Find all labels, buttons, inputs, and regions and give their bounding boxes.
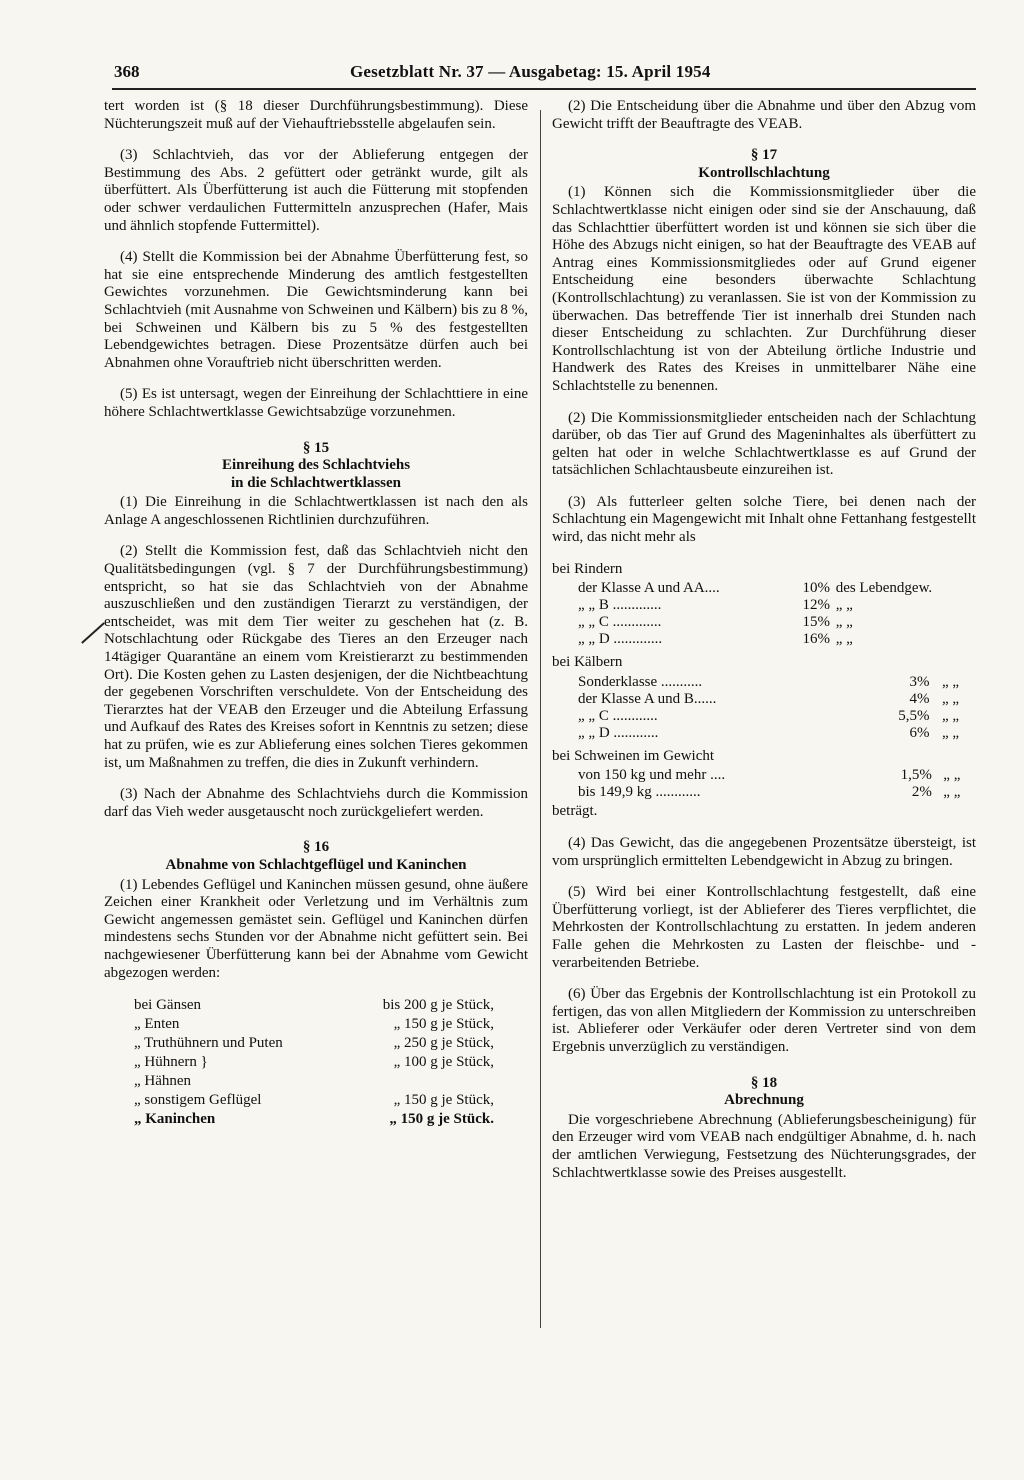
page-number: 368 <box>114 62 140 81</box>
table-group-label: bei Kälbern <box>552 654 623 671</box>
section-number: § 16 <box>302 839 330 856</box>
table-cell: Sonderklasse ........... <box>578 673 703 690</box>
table-cell: „ „ C ............. <box>578 614 662 631</box>
section-number: § 15 <box>302 439 330 456</box>
table-cell: % <box>817 614 831 631</box>
table-cell: bei Gänsen <box>134 997 202 1014</box>
paragraph: (4) Das Gewicht, das die angegebenen Prozentsätze übersteigt, ist vom ursprünglich ermittelten Lebendgewicht in Abzug zu bringen. <box>552 835 976 869</box>
paragraph: Die vorgeschriebene Abrechnung (Ablieferungsbescheinigung) für den Erzeuger wird vom VEAB nach endgültiger Abnahme, d. h. nach der amtlichen Verwiegung, Festsetzung des Nüchterungsgrades, der Schlachtwertklasse sowie des Preises ausgestellt. <box>552 1111 976 1181</box>
table-row <box>552 614 976 631</box>
table-cell: „ „ <box>835 597 853 614</box>
table-row <box>552 580 976 597</box>
table-cell <box>340 1072 494 1091</box>
table-cell: % <box>917 673 930 690</box>
table-cell: % <box>917 724 930 741</box>
table-cell: „ „ <box>835 631 853 648</box>
handwritten-mark <box>81 622 105 644</box>
table-cell: % <box>817 580 831 597</box>
section-title: Abnahme von Schlachtgeflügel und Kaninchen <box>165 856 467 873</box>
table-cell: „ „ <box>941 673 960 690</box>
table-cell: „ „ <box>835 614 853 631</box>
paragraph: beträgt. <box>552 803 598 820</box>
paragraph: (1) Können sich die Kommissionsmitglieder über die Schlachtwertklasse nicht einigen oder sind sie der Anschauung, daß das Schlachttier überfüttert worden ist und können sie sich über die Höhe des Abzugs nicht einigen, so hat der Beauftragte des VEAB auf Antrag eines Kommissionsmitgliedes oder auf Grund eigener Entscheidung eine besonders überwachte Schlachtung (Kontrollschlachtung) zu veranlassen. Sie ist von der Kommission zu überwachen. Das betreffende Tier ist innerhalb drei Stunden nach dieser Entscheidung zu schlachten. Zur Durchführung dieser Kontrollschlachtung ist von der Abteilung örtliche Industrie und Handwerk des Rates des Kreises in unmittelbarer Nähe eine Schlachtstelle zu benennen. <box>552 184 976 394</box>
table-row <box>552 784 976 801</box>
paragraph: (4) Stellt die Kommission bei der Abnahme Überfütterung fest, so hat sie eine entsprechende Minderung des amtlich festgestellten Gewichtes vorzunehmen. Die Gewichtsminderung kann bei Schlachtvieh (mit Ausnahme von Schweinen und Kälbern) bis zu 8 %, bei Schweinen und Kälbern bis zu 5 % des festgestellten Lebendgewichtes betragen. Diese Prozentsätze dürfen auch bei Abnahmen ohne Vorauftrieb nicht überschritten werden. <box>104 249 528 371</box>
paragraph: tert worden ist (§ 18 dieser Durchführungsbestimmung). Diese Nüchterungszeit muß auf der Viehauftriebsstelle abgelaufen sein. <box>104 98 528 132</box>
table-cell: „ Hühnern } <box>134 1054 208 1071</box>
table-row <box>552 725 976 742</box>
table-row <box>134 1015 494 1034</box>
paragraph: (6) Über das Ergebnis der Kontrollschlachtung ist ein Protokoll zu fertigen, das von allen Mitgliedern der Kommission zu unterschreiben ist. Ablieferer oder Verkäufer oder deren Vertreter sind von dem Ergebnis unverzüglich zu verständigen. <box>552 986 976 1055</box>
paragraph: (5) Es ist untersagt, wegen der Einreihung der Schlachttiere in eine höhere Schlachtwertklasse Gewichtsabzüge vorzunehmen. <box>104 386 528 420</box>
left-column <box>104 98 528 1129</box>
table-cell: von 150 kg und mehr .... <box>578 767 726 784</box>
table-cell: 1,5 <box>900 767 920 784</box>
table-cell: % <box>917 690 930 707</box>
table-cell: „ „ C ............ <box>578 707 658 724</box>
table-cell: „ 150 g je Stück, <box>393 1092 494 1109</box>
section-title: Kontrollschlachtung <box>698 164 830 181</box>
poultry-deduction-table <box>134 996 494 1129</box>
table-cell: „ „ <box>941 707 960 724</box>
table-cell: „ „ <box>943 767 961 784</box>
table-cell: 12 <box>802 597 818 614</box>
paragraph: (3) Schlachtvieh, das vor der Ablieferung entgegen der Bestimmung des Abs. 2 gefüttert oder getränkt wurde, gilt als überfüttert. Als Überfütterung ist auch die Fütterung mit stopfenden oder schwer verdaulichen Futtermitteln anzusprechen (Hafer, Mais und ähnlich stopfende Futtermittel). <box>104 147 528 234</box>
page-title: Gesetzblatt Nr. 37 — Ausgabetag: 15. April 1954 <box>350 62 711 81</box>
table-cell: „ 250 g je Stück, <box>393 1035 494 1052</box>
table-row <box>552 767 976 784</box>
table-cell: % <box>817 631 831 648</box>
table-cell: 15 <box>802 614 818 631</box>
table-cell: „ Enten <box>134 1016 180 1033</box>
table-cell: der Klasse A und AA.... <box>578 580 720 597</box>
table-row <box>552 631 976 648</box>
section-title: in die Schlachtwertklassen <box>230 474 401 491</box>
table-cell: 3 <box>909 673 918 690</box>
paragraph: (2) Die Kommissionsmitglieder entscheiden nach der Schlachtung darüber, ob das Tier auf Grund des Mageninhaltes als überfüttert zu gelten hat oder in welche Schlachtwertklasse es auf Grund der tatsächlichen Schlachtausbeute einzureihen ist. <box>552 409 976 479</box>
table-cell: „ Truthühnern und Puten <box>134 1035 283 1052</box>
table-cell: „ „ B ............. <box>578 597 662 614</box>
table-row <box>552 691 976 708</box>
table-cell: % <box>817 597 831 614</box>
pigs-table <box>552 767 976 801</box>
paragraph: (3) Nach der Abnahme des Schlachtviehs durch die Kommission darf das Vieh weder ausgetauscht noch zurückgeliefert werden. <box>104 786 528 820</box>
paragraph: (2) Die Entscheidung über die Abnahme und über den Abzug vom Gewicht trifft der Beauftragte des VEAB. <box>552 98 976 132</box>
paragraph: (3) Als futterleer gelten solche Tiere, bei denen nach der Schlachtung ein Magengewicht mit Inhalt ohne Fettanhang festgestellt wird, das nicht mehr als <box>552 493 976 546</box>
calves-table <box>552 674 976 742</box>
table-cell: „ Kaninchen <box>134 1111 216 1128</box>
table-group-label: bei Rindern <box>552 560 623 577</box>
table-cell: „ „ <box>941 724 960 741</box>
table-row <box>552 597 976 614</box>
section-number: § 17 <box>750 147 778 164</box>
table-row <box>134 1072 494 1091</box>
section-title: Abrechnung <box>724 1092 804 1109</box>
table-cell: 10 <box>802 580 818 597</box>
table-group-label: bei Schweinen im Gewicht <box>552 747 715 764</box>
table-cell: „ sonstigem Geflügel <box>134 1092 262 1109</box>
section-number: § 18 <box>750 1074 778 1091</box>
table-cell: „ 150 g je Stück. <box>389 1111 494 1128</box>
table-cell: 4 <box>909 690 918 707</box>
table-cell: der Klasse A und B...... <box>578 690 717 707</box>
table-cell: % <box>919 767 932 784</box>
table-row <box>552 708 976 725</box>
table-row <box>552 674 976 691</box>
paragraph: (2) Stellt die Kommission fest, daß das Schlachtvieh nicht den Qualitätsbedingungen (vgl. § 7 der Durchführungsbestimmung) entspricht, so hat sie das Schlachtvieh von der Abnahme auszuschließen und den zuständigen Tierarzt zu verständigen, der entscheidet, was mit dem Tier weiter zu geschehen hat (z. B. Notschlachtung oder Rückgabe des Tieres an den Erzeuger nach 14tägiger Quarantäne an einem vom Kreistierarzt zu bestimmenden Ort). Die Kosten gehen zu Lasten desjenigen, der die Nichtbeachtung der gegebenen Vorschriften verschuldete. Von der Entscheidung des Tierarztes hat der VEAB den Erzeuger und die Abteilung Erfassung und Aufkauf des Rates des Kreises sofort in Kenntnis zu setzen; diese hat zu prüfen, wie es zur Ablieferung eines solchen Tieres gekommen ist, um Maßnahmen zu treffen, die dies in Zukunft verhindern. <box>104 543 528 771</box>
table-cell: „ Hähnen <box>134 1073 192 1090</box>
section-title: Einreihung des Schlachtviehs <box>221 457 411 474</box>
right-column <box>552 98 976 1196</box>
table-row <box>134 996 494 1015</box>
table-cell: „ „ <box>941 690 960 707</box>
table-cell: „ 100 g je Stück, <box>393 1054 494 1071</box>
table-cell: bis 149,9 kg ............ <box>578 784 701 801</box>
table-cell: „ „ D ............. <box>578 631 663 648</box>
table-row <box>134 1091 494 1110</box>
cattle-table <box>552 580 976 648</box>
table-cell: des Lebendgew. <box>835 580 933 597</box>
table-cell: 5,5 <box>898 707 918 724</box>
table-row <box>134 1053 494 1072</box>
table-cell: 6 <box>909 724 918 741</box>
table-row <box>134 1034 494 1053</box>
table-cell: 16 <box>802 631 818 648</box>
table-cell: „ „ D ............ <box>578 724 659 741</box>
table-cell: „ 150 g je Stück, <box>393 1016 494 1033</box>
table-cell: „ „ <box>943 784 961 801</box>
column-divider <box>540 110 541 1328</box>
table-cell: 2 <box>911 784 920 801</box>
paragraph: (5) Wird bei einer Kontrollschlachtung festgestellt, daß eine Überfütterung vorliegt, ist der Ablieferer des Tieres verpflichtet, die Mehrkosten der Kontrollschlachtung zu erstatten. In jedem anderen Falle gehen die Mehrkosten zu Lasten der fleischbe- und -verarbeitenden Betriebe. <box>552 884 976 971</box>
table-cell: bis 200 g je Stück, <box>382 997 494 1014</box>
header-rule <box>112 88 976 90</box>
table-cell: % <box>917 707 930 724</box>
paragraph: (1) Die Einreihung in die Schlachtwertklassen ist nach den als Anlage A angeschlossenen Richtlinien durchzuführen. <box>104 494 528 528</box>
table-cell: % <box>919 784 932 801</box>
table-row <box>134 1110 494 1129</box>
paragraph: (1) Lebendes Geflügel und Kaninchen müssen gesund, ohne äußere Zeichen einer Krankheit oder Verletzung und im Verhältnis zum Gewicht angemessen gemästet sein. Geflügel und Kaninchen dürfen mindestens sechs Stunden vor der Abnahme nicht gefüttert sein. Bei nachgewiesener Überfütterung kann bei der Abnahme vom Gewicht abgezogen werden: <box>104 876 528 981</box>
page-header <box>114 60 962 88</box>
